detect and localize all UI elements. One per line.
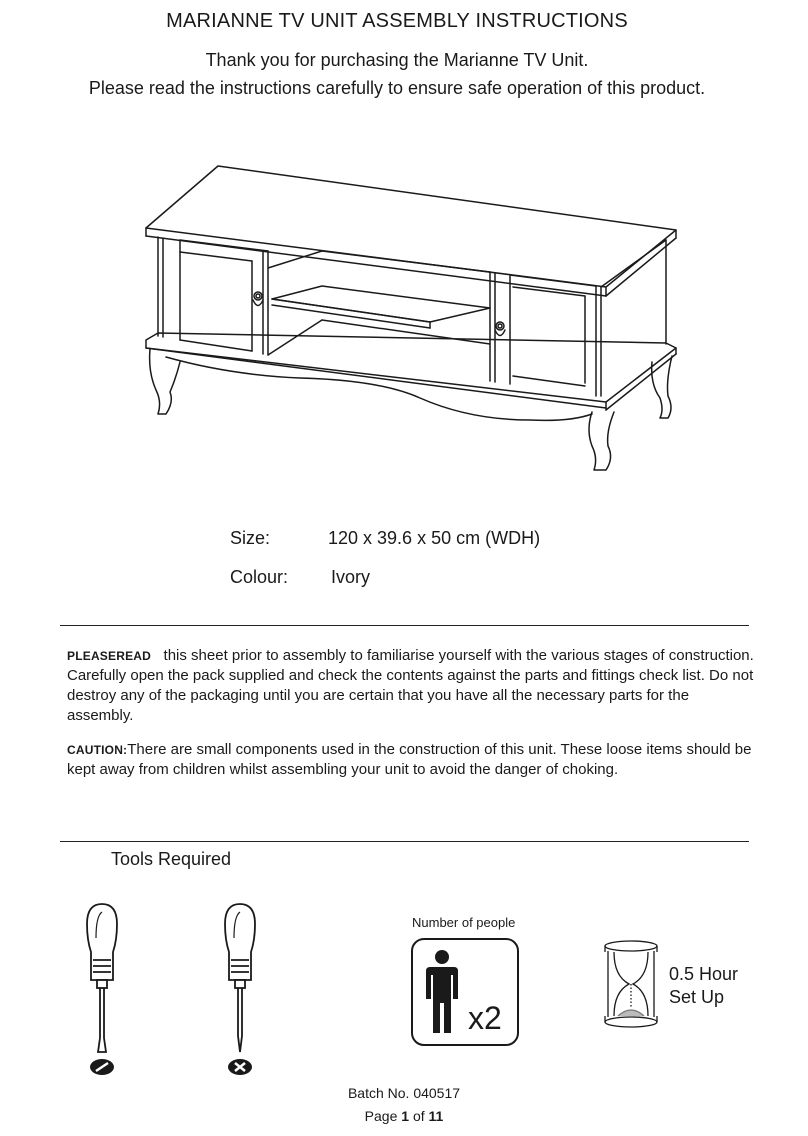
intro-line-2: Please read the instructions carefully to ensure safe operation of this product.	[88, 78, 706, 98]
people-caption: Number of people	[412, 915, 516, 930]
page-total: 11	[428, 1108, 444, 1124]
batch-number: Batch No. 040517	[347, 1085, 461, 1101]
people-count: x2	[468, 1000, 502, 1036]
tools-title: Tools Required	[111, 849, 232, 869]
page-title: MARIANNE TV UNIT ASSEMBLY INSTRUCTIONS	[166, 10, 628, 32]
caution-paragraph	[67, 740, 757, 780]
setup-time-line2: Set Up	[669, 987, 725, 1007]
please-read-text: this sheet prior to assembly to familiarise yourself with the various stages of construction. Carefully open the pack supplied and check the contents against the parts and fittings check list. Do not destroy any of the packaging until you are certain that you have all the necessary parts for the assembly.	[67, 647, 754, 724]
divider-bottom	[60, 841, 749, 842]
people-count-box	[410, 937, 522, 1047]
tv-unit-icon	[130, 150, 690, 480]
setup-time-line1: 0.5 Hour	[669, 964, 739, 984]
page-prefix: Page	[364, 1108, 398, 1124]
size-label: Size:	[230, 528, 271, 548]
page-of: of	[412, 1108, 425, 1124]
flathead-screwdriver-icon	[78, 900, 128, 1080]
person-icon	[426, 950, 458, 1033]
colour-label: Colour:	[230, 567, 289, 587]
please-read-paragraph	[67, 646, 757, 726]
setup-time	[669, 963, 738, 1009]
page-number	[0, 1108, 808, 1124]
colour-value: Ivory	[331, 567, 371, 587]
please-read-label: PLEASEREAD	[67, 649, 152, 663]
page-current: 1	[401, 1108, 410, 1124]
caution-label: CAUTION:	[67, 743, 128, 757]
size-value: 120 x 39.6 x 50 cm (WDH)	[328, 528, 541, 548]
phillips-screwdriver-icon	[216, 900, 266, 1080]
hourglass-icon	[600, 938, 662, 1030]
caution-text: There are small components used in the construction of this unit. These loose items should be kept away from children whilst assembling your unit to avoid the danger of choking.	[67, 741, 752, 778]
intro-line-1: Thank you for purchasing the Marianne TV Unit.	[205, 50, 589, 70]
divider-top	[60, 625, 749, 626]
